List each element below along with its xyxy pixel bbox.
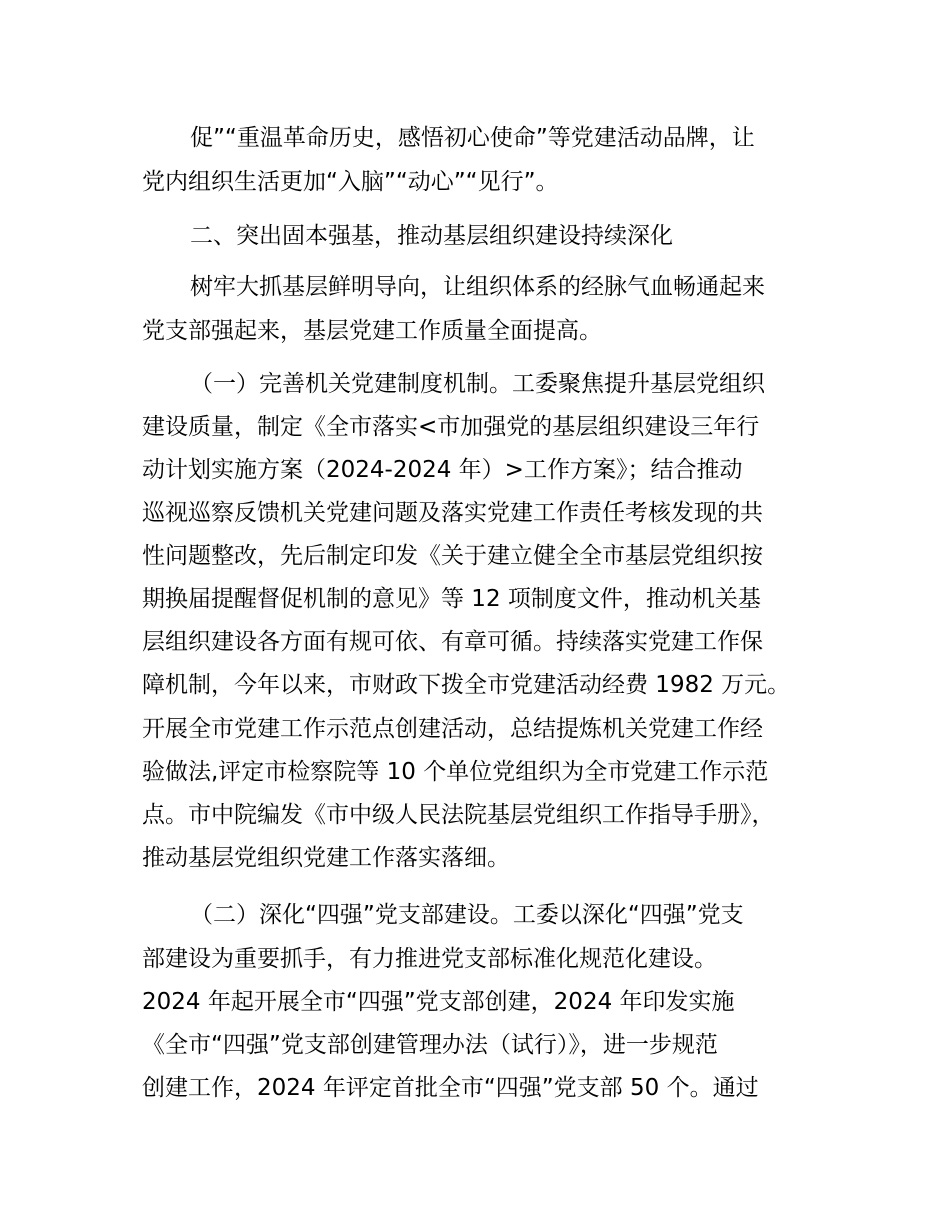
text-line: 党内组织生活更加“入脑”“动心”“见行”。 <box>142 169 559 195</box>
text-line: 推动基层党组织党建工作落实落细。 <box>142 845 510 871</box>
text-line: 验做法,评定市检察院等 10 个单位党组织为全市党建工作示范 <box>142 759 769 785</box>
text-line: 2024 年起开展全市“四强”党支部创建，2024 年印发实施 <box>142 989 735 1015</box>
text-line: 期换届提醒督促机制的意见》等 12 项制度文件，推动机关基 <box>142 586 761 612</box>
text-line: 动计划实施方案（2024-2024 年）>工作方案》；结合推动 <box>142 457 743 483</box>
text-line: （一）完善机关党建制度机制。工委聚焦提升基层党组织 <box>190 371 765 397</box>
section-heading: 二、突出固本强基，推动基层组织建设持续深化 <box>190 223 673 249</box>
text-line: 树牢大抓基层鲜明导向，让组织体系的经脉气血畅通起来 <box>190 274 765 300</box>
text-line: 障机制，今年以来，市财政下拨全市党建活动经费 1982 万元。 <box>142 672 791 698</box>
text-line: 创建工作，2024 年评定首批全市“四强”党支部 50 个。通过 <box>142 1075 759 1101</box>
text-line: 开展全市党建工作示范点创建活动，总结提炼机关党建工作经 <box>142 716 763 742</box>
text-line: 性问题整改，先后制定印发《关于建立健全全市基层党组织按 <box>142 543 763 569</box>
text-line: 党支部强起来，基层党建工作质量全面提高。 <box>142 318 602 344</box>
text-line: 《全市“四强”党支部创建管理办法（试行）》，进一步规范 <box>142 1032 718 1058</box>
text-line: 巡视巡察反馈机关党建问题及落实党建工作责任考核发现的共 <box>142 500 763 526</box>
text-line: 建设质量，制定《全市落实<市加强党的基层组织建设三年行 <box>142 414 760 440</box>
text-line: （二）深化“四强”党支部建设。工委以深化“四强”党支 <box>190 902 744 928</box>
text-line: 部建设为重要抓手，有力推进党支部标准化规范化建设。 <box>142 946 717 972</box>
text-line: 层组织建设各方面有规可依、有章可循。持续落实党建工作保 <box>142 629 763 655</box>
text-line: 促”“重温革命历史，感悟初心使命”等党建活动品牌，让 <box>190 125 755 151</box>
text-line: 点。市中院编发《市中级人民法院基层党组织工作指导手册》， <box>142 802 775 828</box>
